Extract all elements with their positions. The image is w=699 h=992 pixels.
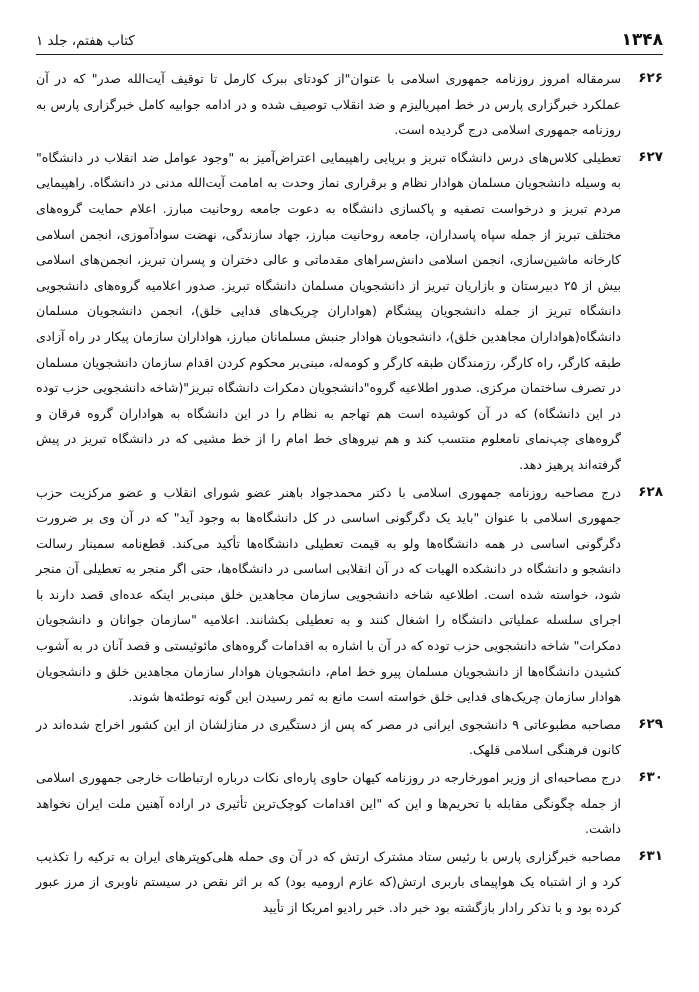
entry-626 bbox=[36, 66, 663, 143]
page-header bbox=[36, 22, 663, 55]
entry-number: ۶۲۶ bbox=[638, 70, 663, 86]
entry-629 bbox=[36, 712, 663, 763]
page-number: ۱۳۴۸ bbox=[621, 30, 663, 50]
entry-627 bbox=[36, 145, 663, 478]
chronology-entries bbox=[36, 66, 663, 923]
entry-text: مصاحبه مطبوعاتی ۹ دانشجوی ایرانی در مصر که پس از دستگیری در منازلشان از این کشور اخراج شده‌اند در کانون فرهنگی اسلامی قلهک. bbox=[36, 716, 621, 758]
entry-text: سرمقاله امروز روزنامه جمهوری اسلامی با عنوان"از کودتای ببرک کارمل تا توقیف آیت‌الله صدر" که در آن عملکرد خبرگزاری پارس در خط امپریالیزم و ضد انقلاب توصیف شده و در ادامه جوابیه کامل خبرگزاری پارس به روزنامه جمهوری اسلامی درج گردیده است. bbox=[36, 71, 621, 138]
entry-number: ۶۲۷ bbox=[638, 148, 663, 165]
entry-number: ۶۲۸ bbox=[638, 483, 663, 500]
entry-631 bbox=[36, 844, 663, 921]
entry-text: تعطیلی کلاس‌های درس دانشگاه تبریز و برپایی راهپیمایی اعتراض‌آمیز به "وجود عوامل ضد انقلاب در دانشگاه" به وسیله دانشجویان مسلمان هوادار نظام و برقراری نماز وحدت به امامت آیت‌الله مدنی در دانشگاه. راهپیمایی مردم تبریز و درخواست تصفیه و پاکسازی دانشگاه به دعوت جامعه روحانیت مبارز. اعلام حمایت گروه‌های مختلف تبریز از جمله سپاه پاسداران، جامعه روحانیت مبارز، جهاد سازندگی، نهضت سوادآموزی، انجمن اسلامی کارخانه ماشین‌سازی، انجمن اسلامی دانش‌سراهای مقدماتی و عالی دختران و پسران تبریز، انجمن‌های اسلامی بیش از ۲۵ دبیرستان و بازاریان تبریز از دانشجویان مسلمان دانشگاه تبریز. صدور اعلامیه گروه‌های دانشجویی دانشگاه تبریز از جمله دانشجویان پیشگام (هواداران چریک‌های فدایی خلق)، انجمن دانشجویان مسلمان دانشگاه(هواداران مجاهدین خلق)، دانشجویان هوادار جنبش مسلمانان مبارز، هواداران سازمان پیکار در راه آزادی طبقه کارگر، راه کارگر، رزمندگان طبقه کارگر و کومه‌له، مبنی‌بر محکوم کردن اقدام سازمان دانشجویان مسلمان در تصرف ساختمان مرکزی. صدور اطلاعیه گروه"دانشجویان دمکرات دانشگاه تبریز"(شاخه دانشجویی حزب توده در این دانشگاه) که در آن کوشیده است هم تهاجم به نظام را در این دانشگاه به هواداران گروه فرقان و گروه‌های چپ‌نمای نامعلوم منتسب کند و هم نیروهای خط امام را از خط مشیی که در دانشگاه تبریز در پیش گرفته‌اند پرهیز دهد. bbox=[36, 149, 621, 472]
entry-628 bbox=[36, 480, 663, 710]
entry-text: درج مصاحبه روزنامه جمهوری اسلامی با دکتر محمدجواد باهنر عضو شورای انقلاب و عضو مرکزیت حزب جمهوری اسلامی با عنوان "باید یک دگرگونی اساسی در کل دانشگاه‌ها به وجود آید" که در آن وی بر ضرورت دگرگونی اساسی در همه دانشگاه‌ها ولو به قیمت تعطیلی دانشگاه‌ها تأکید می‌کند. قطع‌نامه سمینار رسالت دانشجو و دانشگاه در دانشکده الهیات که در آن انقلابی اساسی در دانشگاه‌ها، حتی اگر منجر به تعطیلی آن منجر شود، خواسته شده است. اطلاعیه شاخه دانشجویی سازمان مجاهدین خلق مبنی‌بر اینکه عده‌ای قصد دارند با اجرای سلسله عملیاتی دانشگاه را اشغال کنند و به تعطیلی بکشانند. اعلامیه "سازمان جوانان و دانشجویان دمکرات" شاخه دانشجویی حزب توده که در آن با اشاره به اقدامات گروه‌های مائوئیستی و قصد آنان در به آشوب کشیدن دانشگاه‌ها از دانشجویان مسلمان پیرو خط امام، دانشجویان هوادار سازمان مجاهدین خلق و دانشجویان هوادار سازمان چریک‌های فدایی خلق خواسته است مانع به ثمر رسیدن این گونه توطئه‌ها شوند. bbox=[36, 484, 621, 705]
running-title: کتاب هفتم، جلد ۱ bbox=[36, 33, 135, 49]
entry-630 bbox=[36, 765, 663, 842]
entry-text: مصاحبه خبرگزاری پارس با رئیس ستاد مشترک ارتش که در آن وی حمله هلی‌کوپترهای ایران به ترکیه را تکذیب کرد و از اشتباه یک هواپیمای باربری ارتش(که عازم ارومیه بود) که بر اثر نقص در سیستم ناوبری از مرز عبور کرده بود و با تذکر رادار بازگشته بود خبر داد. خبر رادیو امریکا از تأیید bbox=[36, 848, 621, 915]
entry-number: ۶۳۱ bbox=[638, 847, 663, 864]
entry-text: درج مصاحبه‌ای از وزیر امورخارجه در روزنامه کیهان حاوی پاره‌ای نکات درباره ارتباطات خارجی جمهوری اسلامی از جمله چگونگی مقابله با تحریم‌ها و این که "این اقدامات کوچک‌ترین تأثیری در اراده آهنین ملت ایران نخواهد داشت. bbox=[36, 770, 621, 837]
entry-number: ۶۳۰ bbox=[638, 769, 663, 786]
entry-number: ۶۲۹ bbox=[638, 715, 663, 732]
